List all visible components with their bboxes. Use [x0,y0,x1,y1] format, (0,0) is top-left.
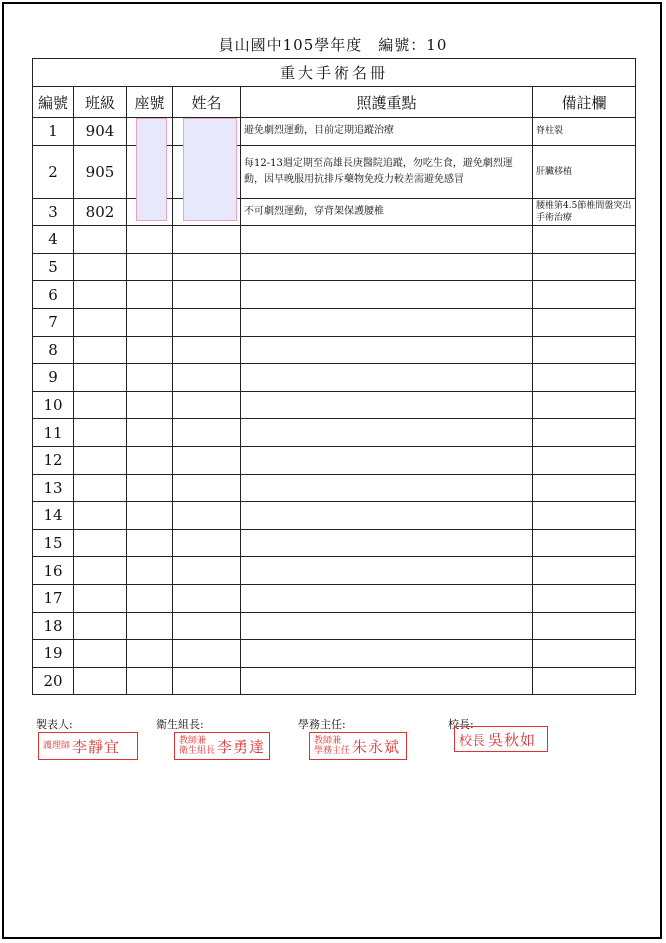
row-class [74,419,127,447]
row-class [74,391,127,419]
row-remark [533,308,636,336]
col-header-care-notes: 照護重點 [241,87,533,118]
row-remark: 脊柱裂 [533,118,636,146]
table-row [33,336,636,364]
row-remark [533,364,636,392]
row-care-note [241,336,533,364]
row-number: 11 [33,419,74,447]
row-class [74,557,127,585]
row-care-note [241,364,533,392]
official-seal-stamp [309,732,407,760]
official-seal-stamp [454,726,548,752]
table-row [33,364,636,392]
row-name [173,529,241,557]
signature-label: 校長: [448,718,474,731]
row-number: 9 [33,364,74,392]
row-care-note [241,502,533,530]
row-remark [533,474,636,502]
row-number: 17 [33,584,74,612]
row-class [74,446,127,474]
row-number: 19 [33,640,74,668]
row-care-note [241,557,533,585]
row-class [74,474,127,502]
stamp-title-text: 護理師 [43,740,71,751]
row-class [74,529,127,557]
row-remark [533,529,636,557]
row-number: 5 [33,253,74,281]
row-remark [533,336,636,364]
row-care-note [241,308,533,336]
stamp-name-text: 吳秋如 [488,730,537,749]
row-name [173,557,241,585]
row-care-note [241,253,533,281]
row-remark [533,667,636,695]
stamp-name-text: 李勇達 [217,737,266,756]
table-row [33,640,636,668]
row-number: 10 [33,391,74,419]
row-care-note [241,612,533,640]
redacted-name-block [183,118,237,221]
stamp-title-text: 教師兼 [179,736,207,746]
table-row [33,667,636,695]
row-class [74,640,127,668]
official-seal-stamp [38,732,138,760]
table-row [33,308,636,336]
stamp-title-text: 校長 [459,733,486,749]
row-class [74,253,127,281]
row-name [173,281,241,309]
row-remark [533,253,636,281]
table-row [33,529,636,557]
row-number: 2 [33,145,74,198]
surgery-register-table [32,58,636,695]
row-remark [533,640,636,668]
row-care-note: 每12-13週定期至高雄長庚醫院追蹤，勿吃生食，避免劇烈運動，因早晚服用抗排斥藥物免疫力較差需避免感冒 [241,145,533,198]
row-remark [533,391,636,419]
row-name [173,226,241,254]
row-name [173,446,241,474]
row-number: 13 [33,474,74,502]
table-row [33,419,636,447]
row-name [173,391,241,419]
row-name [173,419,241,447]
row-seat [127,391,173,419]
row-name [173,474,241,502]
row-seat [127,364,173,392]
row-remark [533,446,636,474]
row-seat [127,667,173,695]
col-header-remarks: 備註欄 [533,87,636,118]
row-care-note: 避免劇烈運動，目前定期追蹤治療 [241,118,533,146]
document-header: 員山國中105學年度 編號：10 [218,36,448,54]
row-number: 4 [33,226,74,254]
row-number: 18 [33,612,74,640]
row-care-note [241,446,533,474]
signature-label: 製表人: [36,718,73,731]
row-class [74,308,127,336]
official-seal-stamp [174,732,270,760]
table-row [33,281,636,309]
row-care-note [241,640,533,668]
row-class [74,502,127,530]
row-seat [127,253,173,281]
row-number: 3 [33,198,74,226]
row-seat [127,557,173,585]
row-seat [127,446,173,474]
stamp-title-text: 教師兼 [314,736,342,746]
row-seat [127,226,173,254]
row-care-note [241,419,533,447]
table-row [33,557,636,585]
row-name [173,253,241,281]
row-seat [127,336,173,364]
row-care-note [241,281,533,309]
row-name [173,336,241,364]
row-class: 802 [74,198,127,226]
row-seat [127,308,173,336]
signature-label: 學務主任: [298,718,346,731]
row-class [74,667,127,695]
row-remark: 腰椎第4.5節椎間盤突出手術治療 [533,198,636,226]
row-care-note [241,529,533,557]
row-remark [533,226,636,254]
row-number: 6 [33,281,74,309]
row-seat [127,419,173,447]
signature-label: 衛生組長: [156,718,204,731]
row-number: 7 [33,308,74,336]
row-care-note [241,226,533,254]
table-row [33,226,636,254]
table-row [33,145,636,198]
table-row [33,584,636,612]
table-row [33,474,636,502]
table-row [33,198,636,226]
row-care-note [241,667,533,695]
row-name [173,640,241,668]
row-class [74,336,127,364]
row-number: 14 [33,502,74,530]
row-seat [127,612,173,640]
table-row [33,253,636,281]
row-number: 15 [33,529,74,557]
row-care-note [241,584,533,612]
row-number: 1 [33,118,74,146]
row-name [173,502,241,530]
row-remark [533,557,636,585]
stamp-name-text: 李靜宜 [72,737,121,756]
redacted-seat-block [136,118,167,221]
table-row [33,446,636,474]
row-class [74,584,127,612]
row-seat [127,281,173,309]
col-header-name: 姓名 [173,87,241,118]
col-header-class: 班級 [74,87,127,118]
row-number: 8 [33,336,74,364]
row-class [74,226,127,254]
row-name [173,364,241,392]
row-remark [533,419,636,447]
row-seat [127,474,173,502]
row-class [74,281,127,309]
row-class: 905 [74,145,127,198]
row-name [173,584,241,612]
row-remark [533,502,636,530]
row-care-note [241,391,533,419]
row-class [74,364,127,392]
table-title: 重大手術名冊 [33,59,636,87]
table-row [33,502,636,530]
row-name [173,308,241,336]
row-remark [533,281,636,309]
row-class [74,612,127,640]
row-remark: 肝臟移植 [533,145,636,198]
stamp-title-text: 衛生組長 [179,746,216,756]
row-name [173,667,241,695]
stamp-title-text: 學務主任 [314,746,351,756]
row-number: 12 [33,446,74,474]
col-header-seat: 座號 [127,87,173,118]
row-remark [533,584,636,612]
row-seat [127,529,173,557]
row-number: 16 [33,557,74,585]
row-class: 904 [74,118,127,146]
col-header-no: 編號 [33,87,74,118]
table-row [33,391,636,419]
row-seat [127,502,173,530]
row-seat [127,640,173,668]
row-remark [533,612,636,640]
row-care-note [241,474,533,502]
row-name [173,612,241,640]
row-number: 20 [33,667,74,695]
table-row [33,118,636,146]
stamp-name-text: 朱永斌 [352,737,401,756]
row-seat [127,584,173,612]
table-row [33,612,636,640]
row-care-note: 不可劇烈運動，穿背架保護腰椎 [241,198,533,226]
